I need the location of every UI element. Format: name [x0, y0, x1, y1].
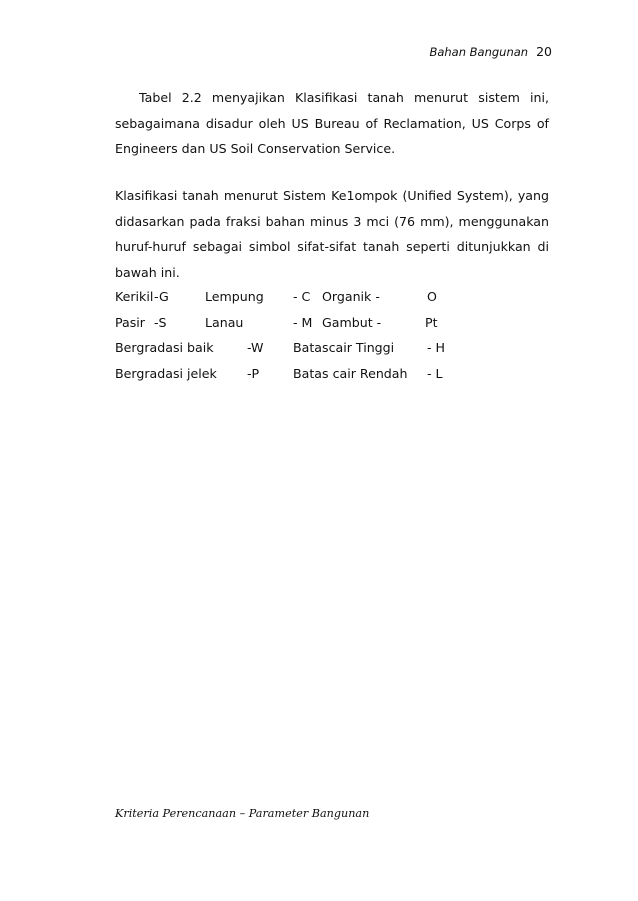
symbol-row [115, 335, 555, 361]
soil-symbol: - C [293, 289, 311, 304]
soil-symbol: -W [247, 340, 264, 355]
running-header [429, 44, 552, 59]
page-number: 20 [536, 44, 552, 59]
soil-symbol: - L [427, 365, 443, 381]
soil-name: Pasir [115, 314, 145, 330]
symbol-row [115, 284, 555, 310]
symbol-row [115, 361, 555, 387]
soil-name: Organik - [322, 289, 380, 304]
soil-symbol: -G [154, 289, 169, 304]
soil-symbol-list [115, 284, 555, 386]
soil-symbol: - M [293, 314, 313, 330]
paragraph-1 [115, 85, 549, 162]
soil-symbol: -P [247, 365, 260, 381]
soil-name: Gambut - [322, 314, 382, 330]
paragraph-text: Klasifikasi tanah menurut Sistem Ke1ompok (Unified System), yang didasarkan pada fraksi bahan minus 3 mci (76 mm), menggunakan huruf-huruf sebagai simbol sifat-sifat tanah seperti ditunjukkan di bawah ini. [115, 188, 549, 280]
soil-name: Batascair Tinggi [293, 340, 395, 355]
paragraph-2 [115, 183, 549, 285]
soil-symbol: - H [427, 340, 446, 355]
header-title: Bahan Bangunan [429, 45, 529, 59]
symbol-row [115, 310, 555, 336]
paragraph-text: Tabel 2.2 menyajikan Klasifikasi tanah menurut sistem ini, sebagaimana disadur oleh US Bureau of Reclamation, US Corps of Engineers dan US Soil Conservation Service. [115, 90, 549, 156]
soil-symbol: Pt [425, 314, 438, 330]
soil-name: Lanau [205, 314, 244, 330]
soil-name: Batas cair Rendah [293, 365, 408, 381]
soil-name: Bergradasi jelek [115, 365, 217, 381]
running-footer: Kriteria Perencanaan – Parameter Bangunan [115, 807, 370, 820]
soil-name: Bergradasi baik [115, 340, 214, 355]
soil-symbol: -S [154, 314, 167, 330]
soil-name: Kerikil [115, 289, 154, 304]
soil-name: Lempung [205, 289, 264, 304]
soil-symbol: O [427, 289, 437, 304]
